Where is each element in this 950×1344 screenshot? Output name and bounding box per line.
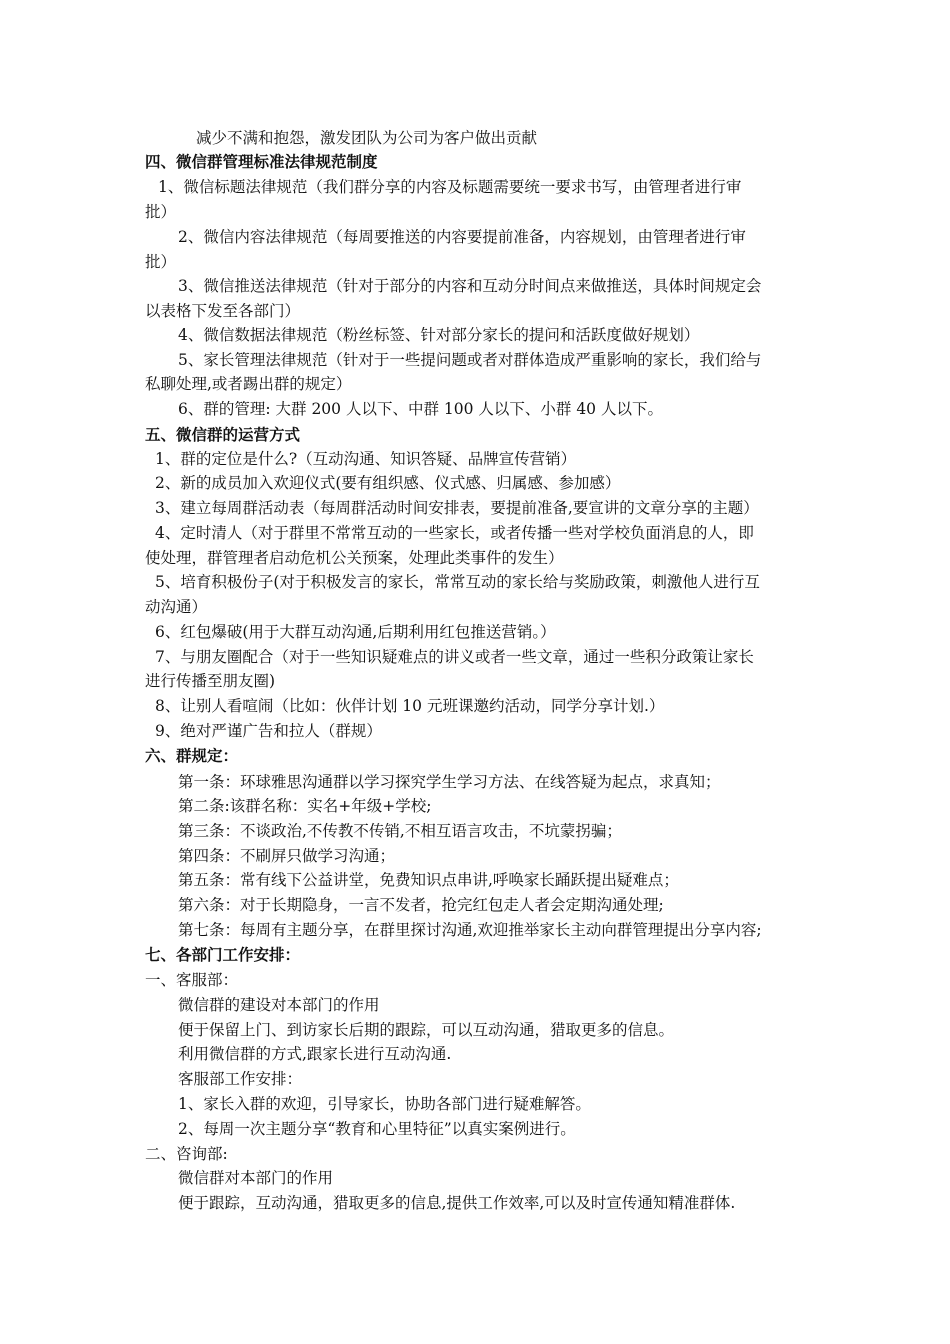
list-item-continuation: 批） bbox=[145, 253, 177, 271]
rule-item: 第三条：不谈政治,不传教不传销,不相互语言攻击，不坑蒙拐骗； bbox=[178, 822, 622, 840]
list-item: 6、群的管理: 大群 200 人以下、中群 100 人以下、小群 40 人以下。 bbox=[178, 400, 663, 418]
rule-item: 第五条：常有线下公益讲堂，免费知识点串讲,呼唤家长踊跃提出疑难点； bbox=[178, 871, 679, 889]
list-item: 1、群的定位是什么?（互动沟通、知识答疑、品牌宣传营销） bbox=[155, 450, 577, 468]
list-item: 4、定时清人（对于群里不常常互动的一些家长，或者传播一些对学校负面消息的人，即 bbox=[155, 524, 754, 542]
department-heading: 二、咨询部: bbox=[145, 1145, 228, 1163]
rule-item: 第七条：每周有主题分享，在群里探讨沟通,欢迎推举家长主动向群管理提出分享内容; bbox=[178, 921, 762, 939]
list-item-continuation: 进行传播至朋友圈) bbox=[145, 672, 276, 690]
rule-item: 第二条:该群名称：实名+年级+学校; bbox=[178, 797, 432, 815]
list-item: 1、家长入群的欢迎，引导家长，协助各部门进行疑难解答。 bbox=[178, 1095, 591, 1113]
list-item: 5、培育积极份子(对于积极发言的家长，常常互动的家长给与奖励政策，刺激他人进行互 bbox=[155, 573, 760, 591]
list-item-continuation: 使处理，群管理者启动危机公关预案，处理此类事件的发生） bbox=[145, 549, 564, 567]
section-heading: 六、群规定： bbox=[145, 747, 239, 765]
list-item: 6、红包爆破(用于大群互动沟通,后期利用红包推送营销。） bbox=[155, 623, 556, 641]
list-item: 2、每周一次主题分享“教育和心里特征”以真实案例进行。 bbox=[178, 1120, 576, 1138]
list-item: 8、让别人看喧闹（比如：伙伴计划 10 元班课邀约活动，同学分享计划.） bbox=[155, 697, 665, 715]
text-line: 客服部工作安排： bbox=[178, 1070, 303, 1088]
list-item-continuation: 以表格下发至各部门） bbox=[145, 302, 301, 320]
text-line: 微信群对本部门的作用 bbox=[178, 1169, 334, 1187]
section-heading: 四、微信群管理标准法律规范制度 bbox=[145, 153, 378, 171]
list-item: 2、微信内容法律规范（每周要推送的内容要提前准备，内容规划，由管理者进行审 bbox=[178, 228, 746, 246]
list-item: 5、家长管理法律规范（针对于一些提问题或者对群体造成严重影响的家长，我们给与 bbox=[178, 351, 762, 369]
rule-item: 第四条：不刷屏只做学习沟通； bbox=[178, 847, 396, 865]
list-item: 7、与朋友圈配合（对于一些知识疑难点的讲义或者一些文章，通过一些积分政策让家长 bbox=[155, 648, 754, 666]
list-item: 3、建立每周群活动表（每周群活动时间安排表，要提前准备,要宣讲的文章分享的主题） bbox=[155, 499, 759, 517]
list-item-continuation: 动沟通） bbox=[145, 598, 208, 616]
list-item: 1、微信标题法律规范（我们群分享的内容及标题需要统一要求书写，由管理者进行审 bbox=[158, 178, 742, 196]
text-line: 便于跟踪，互动沟通，猎取更多的信息,提供工作效率,可以及时宣传通知精准群体. bbox=[178, 1194, 736, 1212]
list-item: 9、绝对严谨广告和拉人（群规） bbox=[155, 722, 382, 740]
section-heading: 五、微信群的运营方式 bbox=[145, 426, 301, 444]
section-heading: 七、各部门工作安排： bbox=[145, 946, 301, 964]
list-item-continuation: 批） bbox=[145, 203, 177, 221]
list-item-continuation: 私聊处理,或者踢出群的规定） bbox=[145, 375, 352, 393]
text-line: 微信群的建设对本部门的作用 bbox=[178, 996, 380, 1014]
list-item: 4、微信数据法律规范（粉丝标签、针对部分家长的提问和活跃度做好规划） bbox=[178, 326, 700, 344]
rule-item: 第一条：环球雅思沟通群以学习探究学生学习方法、在线答疑为起点，求真知； bbox=[178, 773, 721, 791]
list-item: 2、新的成员加入欢迎仪式(要有组织感、仪式感、归属感、参加感） bbox=[155, 474, 621, 492]
rule-item: 第六条：对于长期隐身，一言不发者，抢完红包走人者会定期沟通处理; bbox=[178, 896, 664, 914]
list-item: 3、微信推送法律规范（针对于部分的内容和互动分时间点来做推送，具体时间规定会 bbox=[178, 277, 762, 295]
text-line: 减少不满和抱怨，激发团队为公司为客户做出贡献 bbox=[196, 129, 538, 147]
department-heading: 一、客服部： bbox=[145, 971, 239, 989]
text-line: 利用微信群的方式,跟家长进行互动沟通. bbox=[178, 1045, 452, 1063]
text-line: 便于保留上门、到访家长后期的跟踪，可以互动沟通，猎取更多的信息。 bbox=[178, 1021, 675, 1039]
